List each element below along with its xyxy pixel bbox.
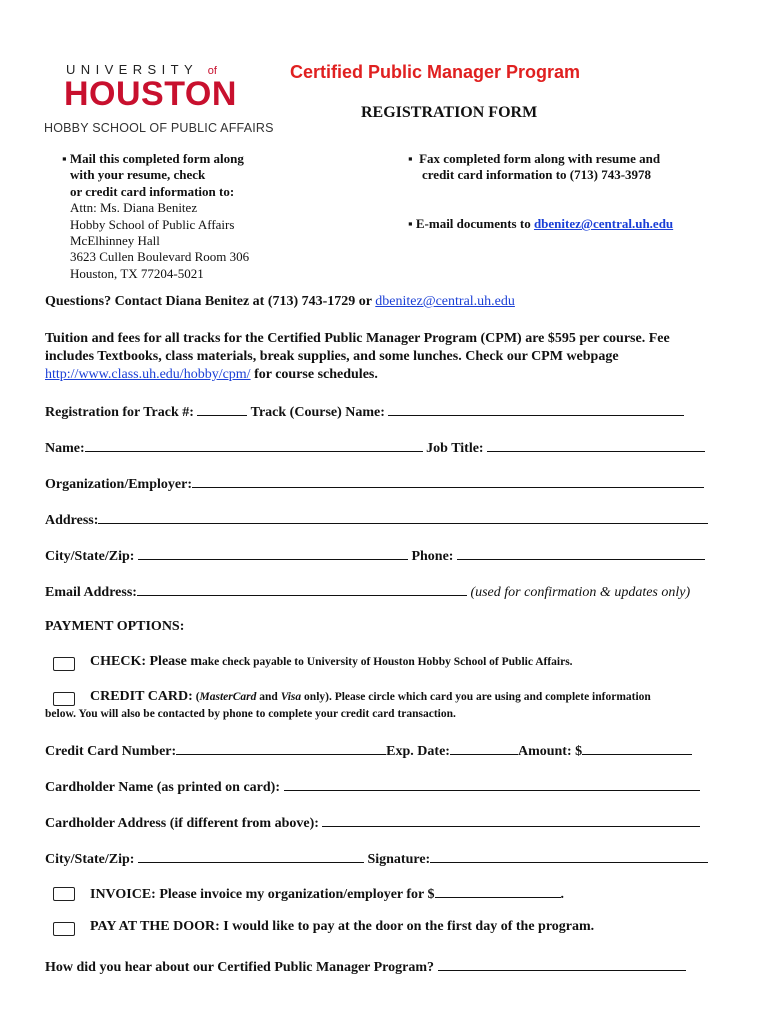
pay-at-door-option-checkbox[interactable] <box>53 922 75 936</box>
cpm-webpage-link[interactable]: http://www.class.uh.edu/hobby/cpm/ <box>45 367 251 382</box>
logo-hobby-school-text: HOBBY SCHOOL OF PUBLIC AFFAIRS <box>44 121 274 135</box>
card-number-field[interactable] <box>176 741 386 755</box>
phone-field[interactable] <box>457 546 705 560</box>
credit-card-row: Credit Card Number: Exp. Date: Amount: $ <box>45 741 692 760</box>
address-row: Address: <box>45 510 708 529</box>
bullet-icon: ▪ <box>62 151 67 166</box>
signature-field[interactable] <box>430 849 708 863</box>
bullet-icon: ▪ <box>408 216 413 231</box>
check-option-checkbox[interactable] <box>53 657 75 671</box>
cc-city-signature-row: City/State/Zip: Signature: <box>45 849 708 868</box>
form-title: REGISTRATION FORM <box>361 104 538 121</box>
questions-email-link[interactable]: dbenitez@central.uh.edu <box>375 294 515 309</box>
email-row: Email Address: (used for confirmation & updates only) <box>45 582 690 601</box>
organization-row: Organization/Employer: <box>45 474 704 493</box>
bullet-icon: ▪ <box>408 151 413 166</box>
tuition-paragraph: Tuition and fees for all tracks for the Certified Public Manager Program (CPM) are $595 per course. Fee includes Textbooks, class materials, break supplies, and some lunches. Check our CPM webpage http://www.class.uh.edu/hobby/cpm/ for course schedules. <box>45 331 670 382</box>
email-instructions: ▪ E-mail documents to dbenitez@central.uh.edu <box>408 216 674 231</box>
check-option-label: CHECK: Please make check payable to University of Houston Hobby School of Public Affairs. <box>90 654 573 669</box>
logo-houston-text: HOUSTON <box>64 75 237 113</box>
fax-instructions: ▪ Fax completed form along with resume and credit card information to (713) 743-3978 <box>408 151 661 183</box>
mail-instructions: ▪ Mail this completed form along with your resume, check or credit card information to: Attn: Ms. Diana Benitez Hobby School of Public Affairs McElhinney Hall 3623 Cullen Boulevard Room 306 Houston, TX 77204-5021 <box>62 151 250 281</box>
track-number-field[interactable] <box>197 402 247 416</box>
survey-answer-field[interactable] <box>438 957 686 971</box>
city-phone-row: City/State/Zip: Phone: <box>45 546 705 565</box>
cardholder-name-row: Cardholder Name (as printed on card): <box>45 777 700 796</box>
questions-line: Questions? Contact Diana Benitez at (713) 743-1729 or dbenitez@central.uh.edu <box>45 294 515 309</box>
program-title: Certified Public Manager Program <box>290 62 581 82</box>
credit-card-option-checkbox[interactable] <box>53 692 75 706</box>
cardholder-name-field[interactable] <box>284 777 700 791</box>
track-name-field[interactable] <box>388 402 684 416</box>
email-docs-link[interactable]: dbenitez@central.uh.edu <box>533 216 674 231</box>
track-row: Registration for Track #: Track (Course) Name: <box>45 402 684 421</box>
organization-field[interactable] <box>192 474 704 488</box>
name-field[interactable] <box>85 438 423 452</box>
job-title-field[interactable] <box>487 438 705 452</box>
address-field[interactable] <box>98 510 708 524</box>
name-row: Name: Job Title: <box>45 438 705 457</box>
logo-of-text: of <box>207 65 217 77</box>
invoice-option-label: INVOICE: Please invoice my organization/employer for $ . <box>90 884 564 903</box>
payment-heading: PAYMENT OPTIONS: <box>45 619 185 634</box>
invoice-option-checkbox[interactable] <box>53 887 75 901</box>
invoice-amount-field[interactable] <box>435 884 561 898</box>
credit-card-option-label: CREDIT CARD: (MasterCard and Visa only). Please circle which card you are using and complete information <box>90 689 651 704</box>
exp-date-field[interactable] <box>450 741 518 755</box>
credit-card-note: below. You will also be contacted by phone to complete your credit card transaction. <box>45 708 456 720</box>
city-state-zip-field[interactable] <box>138 546 408 560</box>
pay-at-door-option-label: PAY AT THE DOOR: I would like to pay at the door on the first day of the program. <box>90 919 595 934</box>
cc-city-state-zip-field[interactable] <box>138 849 364 863</box>
amount-field[interactable] <box>582 741 692 755</box>
cardholder-address-row: Cardholder Address (if different from above): <box>45 813 700 832</box>
email-note: (used for confirmation & updates only) <box>470 585 691 600</box>
logo-university-text: UNIVERSITY of <box>66 62 217 77</box>
email-field[interactable] <box>137 582 467 596</box>
cardholder-address-field[interactable] <box>322 813 700 827</box>
survey-row: How did you hear about our Certified Public Manager Program? <box>45 957 686 976</box>
